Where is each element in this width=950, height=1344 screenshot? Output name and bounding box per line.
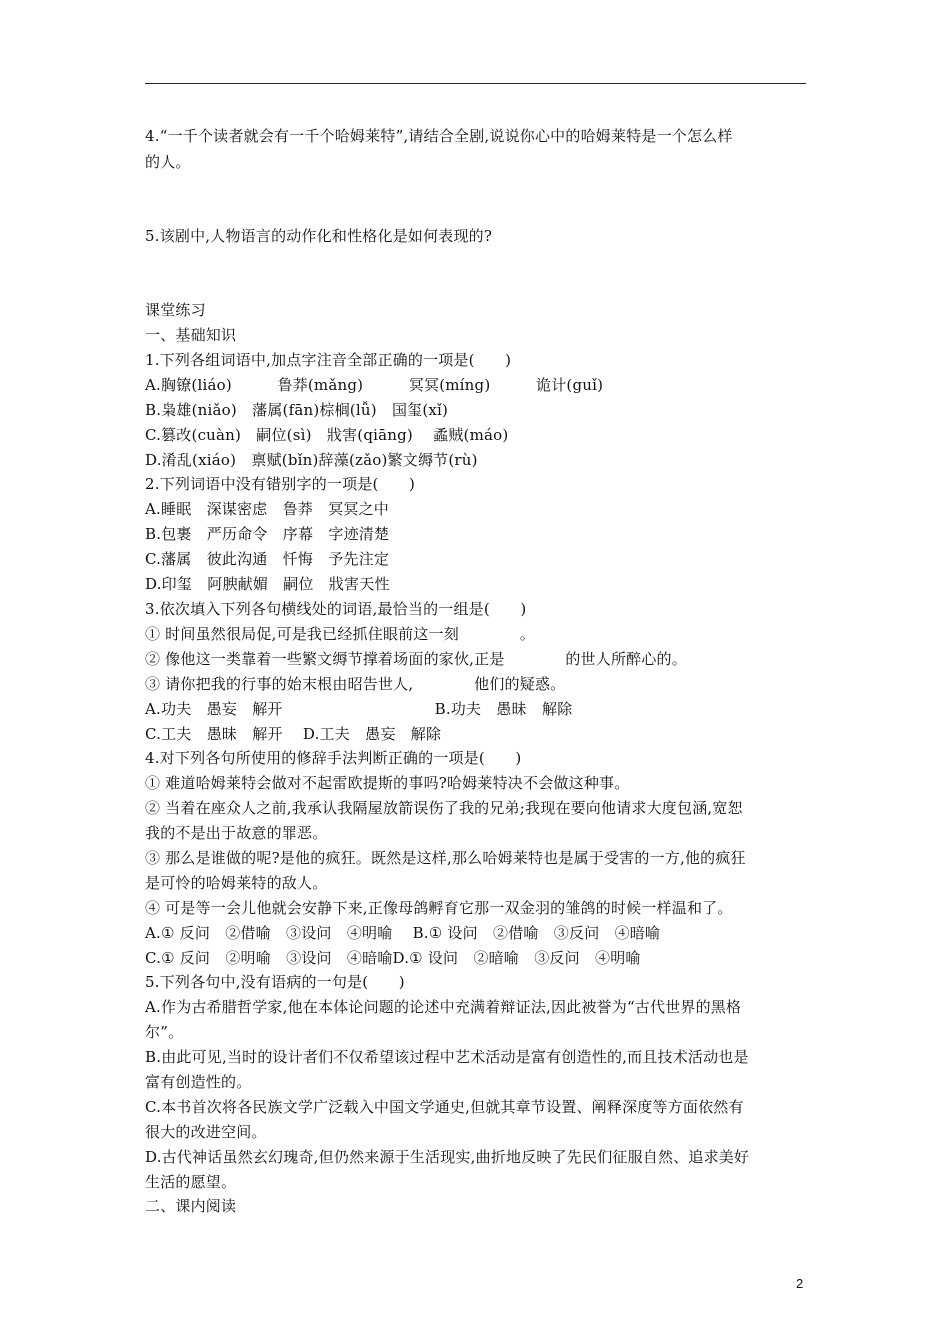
q4-sentence-2-line1: ② 当着在座众人之前,我承认我隔屋放箭误伤了我的兄弟;我现在要向他请求大度包涵,宽恕 — [145, 799, 743, 817]
q2-option-a: A.睡眠 深谋密虑 鲁莽 冥冥之中 — [145, 500, 390, 518]
practice-title: 课堂练习 — [145, 301, 206, 319]
q3-sentence-3: ③ 请你把我的行事的始末根由昭告世人, 他们的疑惑。 — [145, 675, 566, 693]
part2-heading: 二、课内阅读 — [145, 1197, 237, 1215]
q5-option-a-line2: 尔”。 — [145, 1023, 184, 1041]
q5-option-b-line1: B.由此可见,当时的设计者们不仅希望该过程中艺术活动是富有创造性的,而且技术活动也是 — [145, 1048, 749, 1066]
q1-option-b: B.枭雄(niǎo) 藩属(fān)棕榈(lǚ) 国玺(xǐ) — [145, 401, 449, 419]
q1-option-d: D.淆乱(xiáo) 禀赋(bǐn)辞藻(zǎo)繁文缛节(rù) — [145, 451, 478, 469]
q5-option-d-line2: 生活的愿望。 — [145, 1173, 237, 1191]
q4-sentence-4: ④ 可是等一会儿他就会安静下来,正像母鸽孵育它那一双金羽的雏鸽的时候一样温和了。 — [145, 899, 733, 917]
q1-stem: 1.下列各组词语中,加点字注音全部正确的一项是( ) — [145, 351, 512, 369]
q5-option-d-line1: D.古代神话虽然玄幻瑰奇,但仍然来源于生活现实,曲折地反映了先民们征服自然、追求美好 — [145, 1148, 750, 1166]
q1-option-c: C.篡改(cuàn) 嗣位(sì) 戕害(qiāng) 蟊贼(máo) — [145, 426, 509, 444]
q1-option-a: A.胸镣(liáo) 鲁莽(mǎng) 冥冥(míng) 诡计(guǐ) — [145, 376, 604, 394]
q3-options-ab: A.功夫 愚妄 解开 B.功夫 愚昧 解除 — [145, 700, 573, 718]
q5-option-c-line2: 很大的改进空间。 — [145, 1123, 267, 1141]
discussion-q5: 5.该剧中,人物语言的动作化和性格化是如何表现的? — [145, 227, 493, 245]
q4-options-cd: C.① 反问 ②明喻 ③设问 ④暗喻D.① 设问 ②暗喻 ③反问 ④明喻 — [145, 949, 641, 967]
q2-stem: 2.下列词语中没有错别字的一项是( ) — [145, 475, 416, 493]
q3-options-cd: C.工夫 愚昧 解开 D.工夫 愚妄 解除 — [145, 725, 442, 743]
part1-heading: 一、基础知识 — [145, 326, 237, 344]
q4-options-ab: A.① 反问 ②借喻 ③设问 ④明喻 B.① 设问 ②借喻 ③反问 ④暗喻 — [145, 924, 661, 942]
q2-option-b: B.包裹 严历命令 序幕 字迹清楚 — [145, 525, 390, 543]
discussion-q4-line1: 4.“一千个读者就会有一千个哈姆莱特”,请结合全剧,说说你心中的哈姆莱特是一个怎么样 — [145, 127, 733, 145]
q4-sentence-3-line1: ③ 那么是谁做的呢?是他的疯狂。既然是这样,那么哈姆莱特也是属于受害的一方,他的疯狂 — [145, 849, 746, 867]
page-number: 2 — [796, 1276, 804, 1291]
q5-option-c-line1: C.本书首次将各民族文学广泛载入中国文学通史,但就其章节设置、阐释深度等方面依然有 — [145, 1098, 744, 1116]
q4-sentence-1: ① 难道哈姆莱特会做对不起雷欧提斯的事吗?哈姆莱特决不会做这种事。 — [145, 774, 630, 792]
q3-sentence-2: ② 像他这一类靠着一些繁文缛节撑着场面的家伙,正是 的世人所醉心的。 — [145, 650, 687, 668]
q5-option-a-line1: A.作为古希腊哲学家,他在本体论问题的论述中充满着辩证法,因此被誉为“古代世界的黑格 — [145, 998, 742, 1016]
q5-option-b-line2: 富有创造性的。 — [145, 1073, 252, 1091]
q3-stem: 3.依次填入下列各句横线处的词语,最恰当的一组是( ) — [145, 600, 527, 618]
q4-stem: 4.对下列各句所使用的修辞手法判断正确的一项是( ) — [145, 749, 522, 767]
q2-option-c: C.藩属 彼此沟通 忏悔 予先注定 — [145, 550, 390, 568]
q5-stem: 5.下列各句中,没有语病的一句是( ) — [145, 973, 405, 991]
q3-sentence-1: ① 时间虽然很局促,可是我已经抓住眼前这一刻 。 — [145, 625, 535, 643]
q4-sentence-2-line2: 我的不是出于故意的罪恶。 — [145, 824, 328, 842]
discussion-q4-line2: 的人。 — [145, 153, 191, 171]
q2-option-d: D.印玺 阿腴献媚 嗣位 戕害天性 — [145, 575, 390, 593]
q4-sentence-3-line2: 是可怜的哈姆莱特的敌人。 — [145, 874, 328, 892]
header-rule — [145, 83, 806, 84]
